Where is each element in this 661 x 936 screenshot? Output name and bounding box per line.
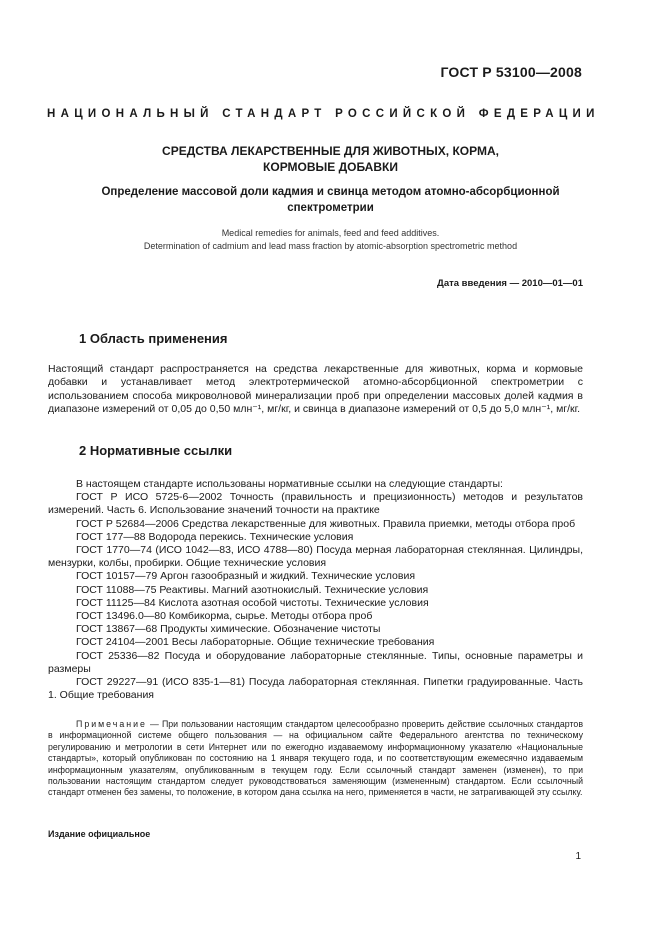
reference-item: ГОСТ 13867—68 Продукты химические. Обозначение чистоты <box>76 623 381 636</box>
reference-item: ГОСТ 29227—91 (ИСО 835-1—81) Посуда лабораторная стеклянная. Пипетки градуированные. Часть 1. Общие требования <box>48 676 583 702</box>
reference-item: ГОСТ 10157—79 Аргон газообразный и жидкий. Технические условия <box>76 570 416 583</box>
reference-item: В настоящем стандарте использованы нормативные ссылки на следующие стандарты: <box>76 478 503 490</box>
document-subtitle <box>60 184 601 216</box>
english-line-1: Medical remedies for animals, feed and feed additives. <box>221 228 440 238</box>
subtitle-line-2: спектрометрии <box>287 202 374 214</box>
note-paragraph <box>48 719 583 799</box>
national-standard-banner: НАЦИОНАЛЬНЫЙ СТАНДАРТ РОССИЙСКОЙ ФЕДЕРАЦИИ <box>47 108 600 120</box>
section-2-heading: 2 Нормативные ссылки <box>79 443 233 458</box>
subtitle-line-1: Определение массовой доли кадмия и свинца методом атомно-абсорбционной <box>101 186 560 198</box>
note-text: — При пользовании настоящим стандартом целесообразно проверить действие ссылочных стандартов в информационной системе общего пользования — на официальном сайте Федерального агентства по техническому регулированию и метрологии в сети Интернет или по ежегодно издаваемому информационному указателю «Национальные стандарты», который опубликован по состоянию на 1 января текущего года, и по соответствующим ежемесячно издаваемым информационным указателям, опубликованным в текущем году. Если ссылочный стандарт заменен (изменен), то при пользовании настоящим стандартом следует руководствоваться заменяющим (измененным) стандартом. Если ссылочный стандарт отменен без замены, то положение, в котором дана ссылка на него, применяется в части, не затрагивающей эту ссылку. <box>48 719 583 798</box>
introduction-date: Дата введения — 2010—01—01 <box>437 278 583 289</box>
gost-number: ГОСТ Р 53100—2008 <box>440 64 582 80</box>
reference-item: ГОСТ 25336—82 Посуда и оборудование лабораторные стеклянные. Типы, основные параметры и размеры <box>48 649 583 675</box>
reference-item: ГОСТ 1770—74 (ИСО 1042—83, ИСО 4788—80) Посуда мерная лабораторная стеклянная. Цилиндры, мензурки, колбы, пробирки. Общие технические условия <box>48 544 583 570</box>
reference-item: ГОСТ 11088—75 Реактивы. Магний азотнокислый. Технические условия <box>76 583 429 596</box>
english-line-2: Determination of cadmium and lead mass fraction by atomic-absorption spectrometric method <box>143 241 518 251</box>
title-line-2: КОРМОВЫЕ ДОБАВКИ <box>263 160 398 174</box>
normative-references-list <box>48 478 583 702</box>
official-edition-label: Издание официальное <box>48 829 151 839</box>
reference-item: ГОСТ Р 52684—2006 Средства лекарственные для животных. Правила приемки, методы отбора проб <box>76 517 576 530</box>
title-line-1: СРЕДСТВА ЛЕКАРСТВЕННЫЕ ДЛЯ ЖИВОТНЫХ, КОРМА, <box>162 144 499 158</box>
reference-item: ГОСТ Р ИСО 5725-6—2002 Точность (правильность и прецизионность) методов и результатов измерений. Часть 6. Использование значений точности на практике <box>48 491 583 517</box>
english-title <box>60 227 601 253</box>
reference-item: ГОСТ 13496.0—80 Комбикорма, сырье. Методы отбора проб <box>76 610 373 623</box>
page-number: 1 <box>575 851 581 862</box>
section-1-heading: 1 Область применения <box>79 331 228 346</box>
section-1-text: Настоящий стандарт распространяется на средства лекарственные для животных, корма и кормовые добавки и устанавливает метод электротермической атомно-абсорбционной спектрометрии с использованием способа микроволновой минерализации проб при определении массовых долей кадмия в диапазоне измерений от 0,05 до 0,50 млн⁻¹, мг/кг, и свинца в диапазоне измерений от 0,5 до 5,0 млн⁻¹, мг/кг. <box>48 363 583 415</box>
reference-item: ГОСТ 11125—84 Кислота азотная особой чистоты. Технические условия <box>76 596 429 609</box>
reference-item: ГОСТ 177—88 Водорода перекись. Технические условия <box>76 530 354 543</box>
document-title <box>60 143 601 175</box>
note-label: Примечание <box>76 719 147 729</box>
reference-item: ГОСТ 24104—2001 Весы лабораторные. Общие технические требования <box>76 636 435 649</box>
